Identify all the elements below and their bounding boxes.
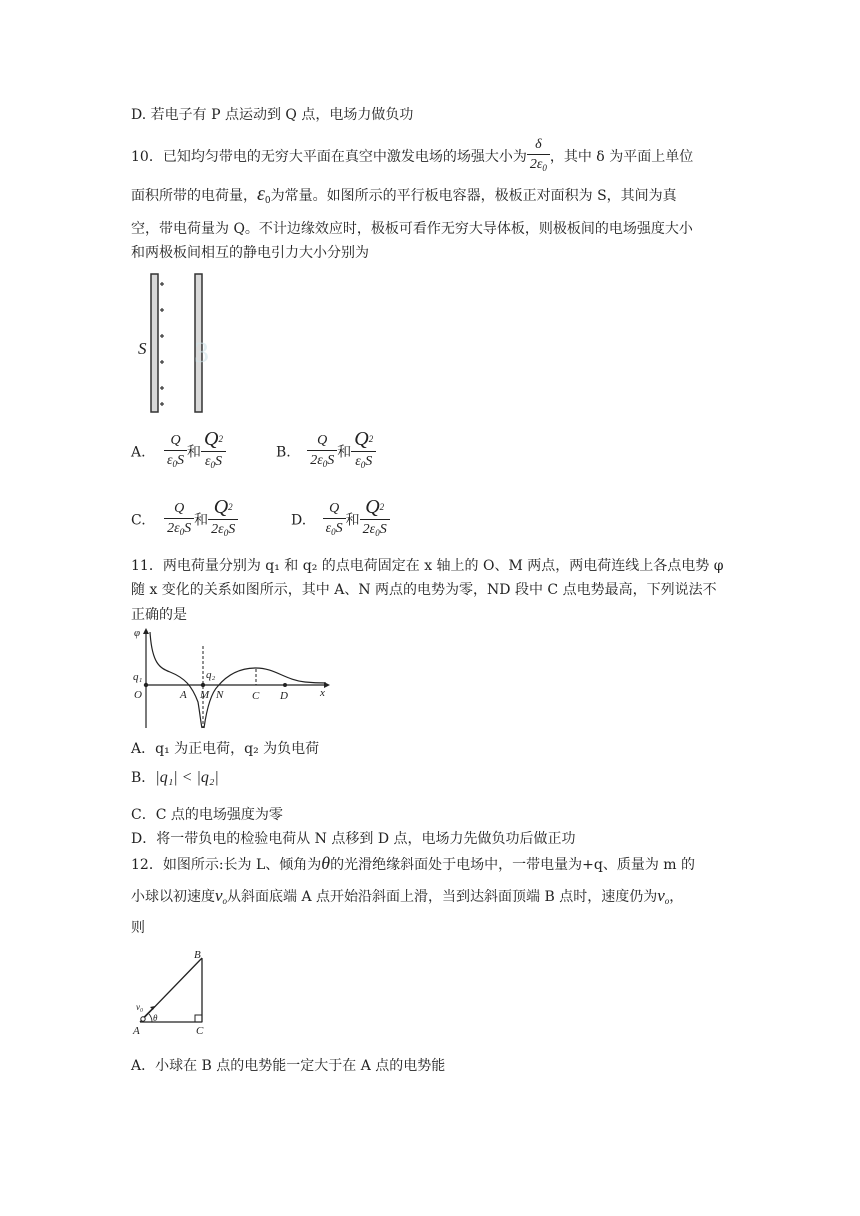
point-n-label: N <box>216 689 224 701</box>
q10-line2: 面积所带的电荷量，$\varepsilon_0$为常量。如图所示的平行板电容器，极板正对面积为 S，其间为真 <box>131 183 677 206</box>
q11-line1: 11．两电荷量分别为 q₁ 和 q₂ 的点电荷固定在 x 轴上的 O、M 两点，两电荷连线上各点电势 φ <box>131 558 724 574</box>
point-d-label: D <box>280 690 288 702</box>
q12-line1: 12．如图所示:长为 L、倾角为θ的光滑绝缘斜面处于电场中，一带电量为+q、质量为 m 的 <box>131 853 695 873</box>
q2-label: q₂ <box>206 669 216 681</box>
q11-line3: 正确的是 <box>131 607 187 623</box>
point-c-label: C <box>252 690 260 702</box>
q12-line3: 则 <box>131 920 145 936</box>
q10-option-d[interactable]: D. $\frac{Q}{\varepsilon_0S}$ 和 $\frac{Q^2}{2\varepsilon_0S}$ <box>291 498 390 543</box>
q11-option-c[interactable]: C．C 点的电场强度为零 <box>131 807 283 823</box>
q10-line3: 空，带电荷量为 Q。不计边缘效应时，极板可看作无穷大导体板，则极板间的电场强度大小 <box>131 221 693 237</box>
q10-text-a: 10．已知均匀带电的无穷大平面在真空中激发电场的场强大小为 <box>131 149 527 165</box>
q10-option-a[interactable]: A. $\frac{Q}{\varepsilon_0S}$ 和 $\frac{Q^2}{\varepsilon_0S}$ <box>131 430 226 475</box>
q11-option-b[interactable]: B．|q₁| < |q₂| <box>131 769 219 786</box>
q10-line1 <box>131 136 693 178</box>
plate-area-label: S <box>138 339 147 358</box>
epsilon-symbol: ε <box>257 183 265 205</box>
q10-line4: 和两极板间相互的静电引力大小分别为 <box>131 245 369 261</box>
point-c-label: C <box>196 1025 204 1036</box>
phi-axis-label: φ <box>134 627 141 639</box>
point-m-label: M <box>200 689 210 701</box>
point-b-label: B <box>194 949 201 961</box>
x-axis-label: x <box>320 687 325 699</box>
v0-label: v₀ <box>136 1002 144 1012</box>
q11-option-a[interactable]: A．q₁ 为正电荷，q₂ 为负电荷 <box>131 741 320 757</box>
watermark: 3 <box>194 336 209 369</box>
q10-option-b[interactable]: B. $\frac{Q}{2\varepsilon_0S}$ 和 $\frac{Q^2}{\varepsilon_0S}$ <box>276 430 376 475</box>
q9-option-d: D. 若电子有 P 点运动到 Q 点，电场力做负功 <box>131 107 414 123</box>
q11-line2: 随 x 变化的关系如图所示，其中 A、N 两点的电势为零，ND 段中 C 点电势最高，下列说法不 <box>131 582 717 598</box>
theta-label: θ <box>153 1013 158 1023</box>
origin-label: O <box>134 689 142 701</box>
q10-option-c[interactable]: C. $\frac{Q}{2\varepsilon_0S}$ 和 $\frac{Q^2}{2\varepsilon_0S}$ <box>131 498 238 543</box>
capacitor-figure <box>130 270 215 420</box>
potential-graph <box>130 624 335 734</box>
point-a-label: A <box>133 1025 140 1036</box>
q11-option-d[interactable]: D．将一带负电的检验电荷从 N 点移到 D 点，电场力先做负功后做正功 <box>131 831 576 847</box>
incline-figure <box>130 946 220 1036</box>
field-fraction: $\frac{\delta}{2\varepsilon_0}$ <box>527 136 550 178</box>
q10-text-b: ，其中 δ 为平面上单位 <box>549 149 694 165</box>
q1-label: q₁ <box>133 671 143 683</box>
q12-option-a[interactable]: A．小球在 B 点的电势能一定大于在 A 点的电势能 <box>131 1058 446 1074</box>
point-a-label: A <box>180 689 187 701</box>
q12-line2: 小球以初速度$v_o$从斜面底端 A 点开始沿斜面上滑，当到达斜面顶端 B 点时，速度仍为$v_o$， <box>131 886 684 906</box>
